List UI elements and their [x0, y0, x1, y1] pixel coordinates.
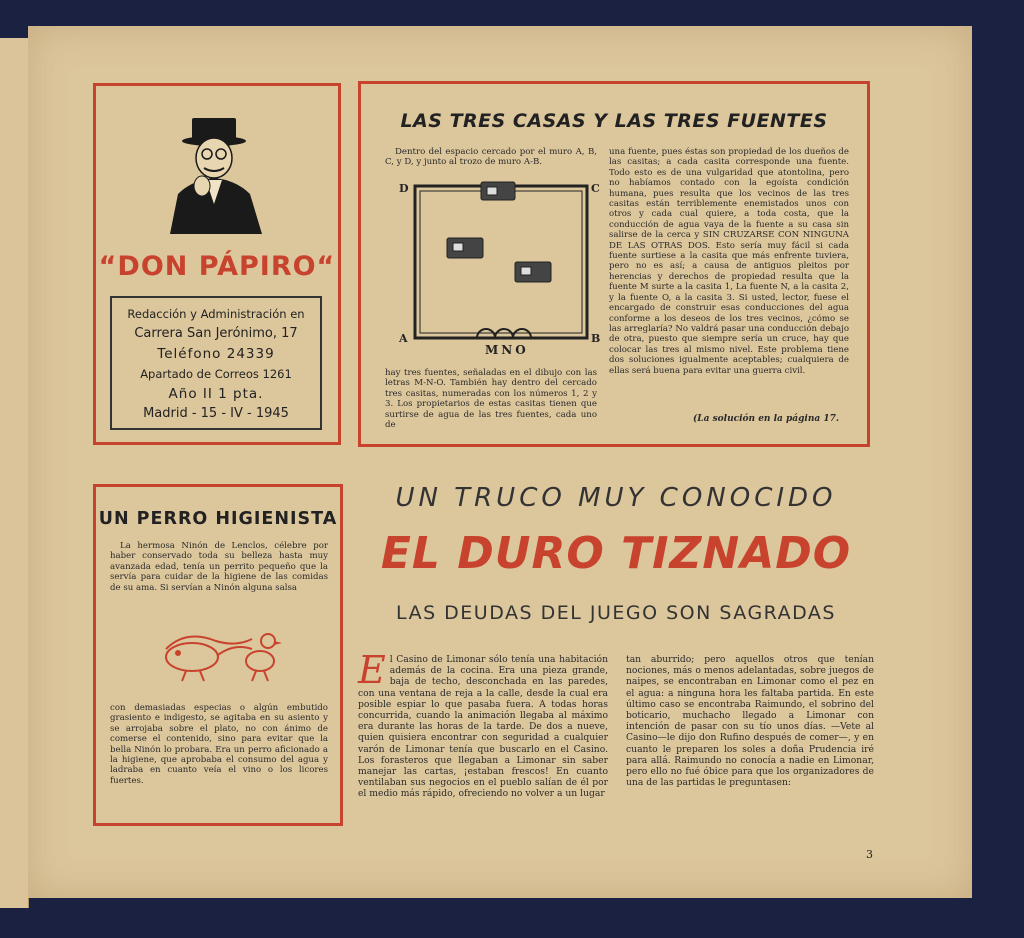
redaccion-info-box: [110, 296, 322, 430]
address: Carrera San Jerónimo, 17: [134, 326, 298, 341]
issue-price: Año II 1 pta.: [168, 386, 264, 402]
puzzle-title: LAS TRES CASAS Y LAS TRES FUENTES: [400, 110, 828, 132]
top-hat-man-icon: [162, 114, 272, 234]
house-icon: [447, 238, 483, 258]
drop-cap: E: [358, 648, 386, 692]
don-papiro-title: “DON PÁPIRO“: [98, 251, 336, 282]
house-icon: [481, 182, 515, 200]
puzzle-text-intro: Dentro del espacio cercado por el muro A, B, C, y D, y junto al trozo de muro A-B.: [385, 147, 597, 168]
article-column-2: [626, 654, 874, 788]
apartado: Apartado de Correos 1261: [140, 367, 292, 381]
label-mno: MNO: [485, 343, 529, 357]
issue-date: Madrid - 15 - IV - 1945: [143, 406, 289, 421]
perro-higienista-story: [93, 484, 343, 826]
page-number: 3: [866, 848, 873, 861]
perro-title: UN PERRO HIGIENISTA: [98, 509, 338, 529]
puzzle-text-left: hay tres fuentes, señaladas en el dibujo con las letras M-N-O. También hay dentro del cercado tres casitas, numeradas con los números 1, 2 y 3. Los propietarios de estas casitas tienen que surtirse de agua de las tres fuentes, cada uno de: [385, 368, 597, 431]
label-a: A: [399, 332, 408, 345]
article-kicker: UN TRUCO MUY CONOCIDO: [395, 483, 837, 513]
solution-note: (La solución en la página 17.: [693, 414, 839, 424]
house-icon: [515, 262, 551, 282]
perro-text-top: La hermosa Ninón de Lenclos, célebre por haber conservado toda su belleza hasta muy avanzada edad, tenía un perrito pequeño que la servía para cuidar de la higiene de las comidas de su ama. Si servían a Ninón alguna salsa: [110, 541, 328, 593]
label-b: B: [591, 332, 601, 345]
article-subhead: LAS DEUDAS DEL JUEGO SON SAGRADAS: [396, 602, 836, 624]
redaccion-label: Redacción y Administración en: [127, 307, 305, 321]
article-headline: EL DURO TIZNADO: [380, 528, 852, 579]
don-papiro-masthead: [93, 83, 341, 445]
duck-illustration-icon: [156, 619, 286, 689]
puzzle-text-right: una fuente, pues éstas son propiedad de los dueños de las casitas; a cada casita corresponde una fuente. Todo esto es de una vulgaridad que atontolina, pero no habíamos contado con la egoísta condición humana, pues resulta que los vecinos de las tres casitas están terriblemente enemistados unos con otros y cada cual quiere, a toda costa, que la conducción de agua vaya de la fuente a su casa sin salirse de la cerca y SIN CRUZARSE CON NINGUNA DE LAS OTRAS DOS. Esto sería muy fácil si cada fuente surtiese a la casita que más enfrente tuviera, pero no es así; a causa de antiguos pleitos por herencias y derechos de propiedad resulta que la fuente M surte a la casita 1, La fuente N, a la casita 2, y la fuente O, a la casita 3. Si usted, lector, fuese el encargado de construir esas conducciones del agua conforme a los deseos de los tres vecinos, ¿cómo se las arreglaría? No valdrá pasar una conducción debajo de otra, puesto que siempre sería un cruce, hay que colocar las tres al mismo nivel. Este problema tiene dos soluciones igualmente aceptables; cualquiera de ellas será buena para evitar una guerra civil.: [609, 147, 849, 376]
perro-text-bottom: con demasiadas especias o algún embutido grasiento e indigesto, se agitaba en su asiento y se arrojaba sobre el plato, no con ánimo de comerse el contenido, sino para evitar que la bella Ninón lo probara. Era un perro aficionado a la higiene, que aprobaba el consumo del agua y ladraba en cuanto veía el vino o los licores fuertes.: [110, 703, 328, 786]
article-text-2: tan aburrido; pero aquellos otros que tenían nociones, más o menos adelantadas, sobre juegos de naipes, se encontraban en Limonar como el pez en el agua: a ninguna hora les faltaba partida. En este último caso se encontraba Raimundo, el sobrino del boticario, muchacho llegado a Limonar con intención de pasar con su tío unos días. —Vete al Casino—le dijo don Rufino después de comer—, y en cuanto le preparen los soles a doña Prudencia iré para allá. Raimundo no conocía a nadie en Limonar, pero ello no fué óbice para que los organizadores de una de las partidas le preguntasen:: [626, 654, 874, 789]
phone: Teléfono 24339: [157, 346, 275, 362]
label-c: C: [591, 182, 600, 195]
article-column-1: [358, 648, 608, 800]
label-d: D: [399, 182, 409, 195]
previous-page-edge: [0, 38, 29, 908]
article-text-1: l Casino de Limonar sólo tenía una habitación además de la cocina. Era una pieza grande, baja de techo, desconchada en las paredes, con una ventana de reja a la calle, desde la cual era posible espiar lo que pasaba fuera. A todas horas concurrida, cuando la animación llegaba al máximo era durante las horas de la tarde. De dos a nueve, quien quisiera encontrar con seguridad a cualquier varón de Limonar tenía que buscarlo en el Casino. Los forasteros que llegaban a Limonar sin saber manejar las cartas, ¡estaban frescos! En cuanto ventilaban sus negocios en el pueblo salían de él por el medio más rápido, ofreciendo no volver a un lugar: [358, 654, 608, 800]
puzzle-diagram: [395, 178, 603, 358]
magazine-page: [28, 26, 972, 898]
tres-casas-puzzle: [358, 81, 870, 447]
